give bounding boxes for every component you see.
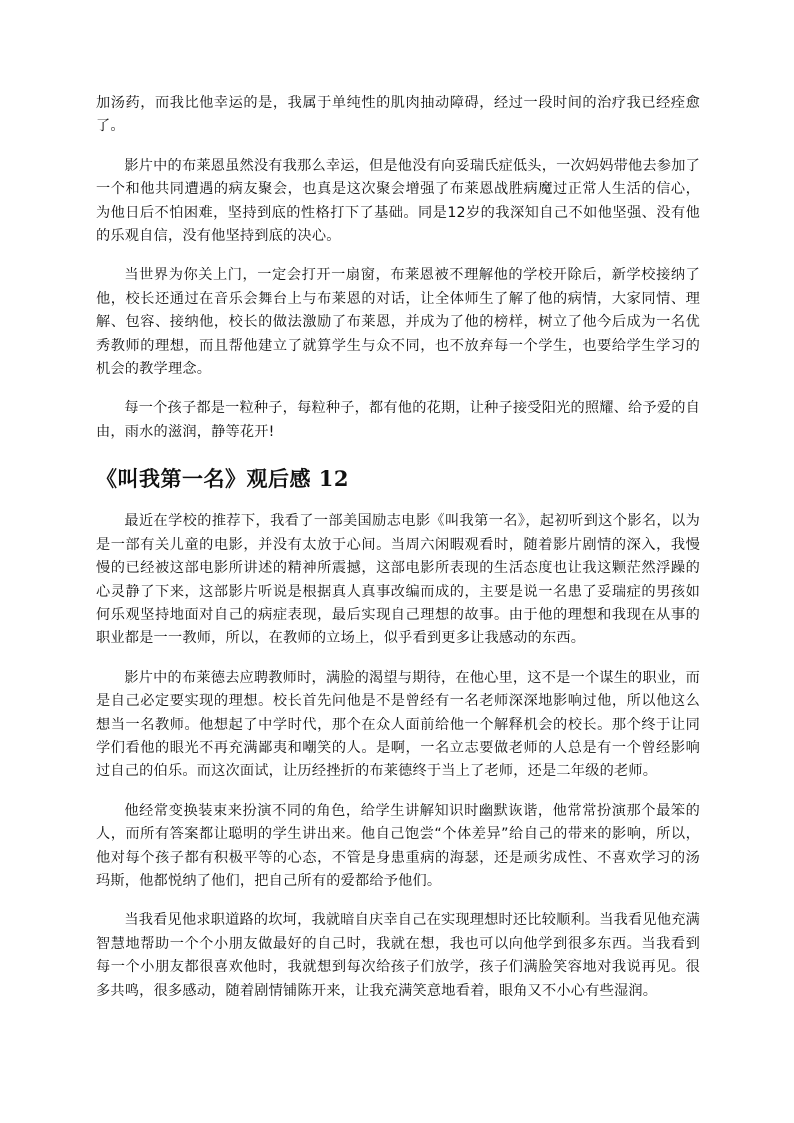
paragraph: 影片中的布莱德去应聘教师时，满脸的渴望与期待，在他心里，这不是一个谋生的职业，而是自己必定要实现的理想。校长首先问他是不是曾经有一名老师深深地影响过他，所以他这么想当一名教师。他想起了中学时代，那个在众人面前给他一个解释机会的校长。那个终于让同学们看他的眼光不再充满鄙夷和嘲笑的人。是啊，一名立志要做老师的人总是有一个曾经影响过自己的伯乐。而这次面试，让历经挫折的布莱德终于当上了老师，还是二年级的老师。: [96, 669, 700, 780]
paragraph: 当我看见他求职道路的坎坷，我就暗自庆幸自己在实现理想时还比较顺利。当我看见他充满智慧地帮助一个个小朋友做最好的自己时，我就在想，我也可以向他学到很多东西。当我看到每一个小朋友都很喜欢他时，我就想到每次给孩子们放学，孩子们满脸笑容地对我说再见。很多共鸣，很多感动，随着剧情铺陈开来，让我充满笑意地看着，眼角又不小心有些湿润。: [96, 912, 700, 999]
paragraph: 每一个孩子都是一粒种子，每粒种子，都有他的花期，让种子接受阳光的照耀、给予爱的自由，雨水的滋润，静等花开!: [96, 400, 700, 440]
document-body: [96, 92, 700, 1019]
section-heading: 《叫我第一名》观后感 12: [96, 466, 350, 492]
paragraph: 他经常变换装束来扮演不同的角色，给学生讲解知识时幽默诙谐，他常常扮演那个最笨的人，而所有答案都让聪明的学生讲出来。他自己饱尝“个体差异”给自己的带来的影响，所以，他对每个孩子都有积极平等的心态，不管是身患重病的海瑟，还是顽劣成性、不喜欢学习的汤玛斯，他都悦纳了他们，把自己所有的爱都给予他们。: [96, 802, 700, 889]
paragraph: 最近在学校的推荐下，我看了一部美国励志电影《叫我第一名》，起初听到这个影名，以为是一部有关儿童的电影，并没有太放于心间。当周六闲暇观看时，随着影片剧情的深入，我慢慢的已经被这部电影所讲述的精神所震撼，这部电影所表现的生活态度也让我这颗茫然浮躁的心灵静了下来，这部影片听说是根据真人真事改编而成的，主要是说一名患了妥瑞症的男孩如何乐观坚持地面对自己的病症表现，最后实现自己理想的故事。由于他的理想和我现在从事的职业都是一一教师，所以，在教师的立场上，似乎看到更多让我感动的东西。: [96, 513, 700, 647]
paragraph: 影片中的布莱恩虽然没有我那么幸运，但是他没有向妥瑞氏症低头，一次妈妈带他去参加了一个和他共同遭遇的病友聚会，也真是这次聚会增强了布莱恩战胜病魔过正常人生活的信心，为他日后不怕困难，坚持到底的性格打下了基础。同是12岁的我深知自己不如他坚强、没有他的乐观自信，没有他坚持到底的决心。: [96, 157, 700, 245]
paragraph-continued: 加汤药，而我比他幸运的是，我属于单纯性的肌肉抽动障碍，经过一段时间的治疗我已经痊愈了。: [96, 95, 700, 135]
paragraph: 当世界为你关上门，一定会打开一扇窗，布莱恩被不理解他的学校开除后，新学校接纳了他，校长还通过在音乐会舞台上与布莱恩的对话，让全体师生了解了他的病情，大家同情、理解、包容、接纳他，校长的做法激励了布莱恩，并成为了他的榜样，树立了他今后成为一名优秀教师的理想，而且帮他建立了就算学生与众不同，也不放弃每一个学生，也要给学生学习的机会的教学理念。: [96, 267, 700, 378]
